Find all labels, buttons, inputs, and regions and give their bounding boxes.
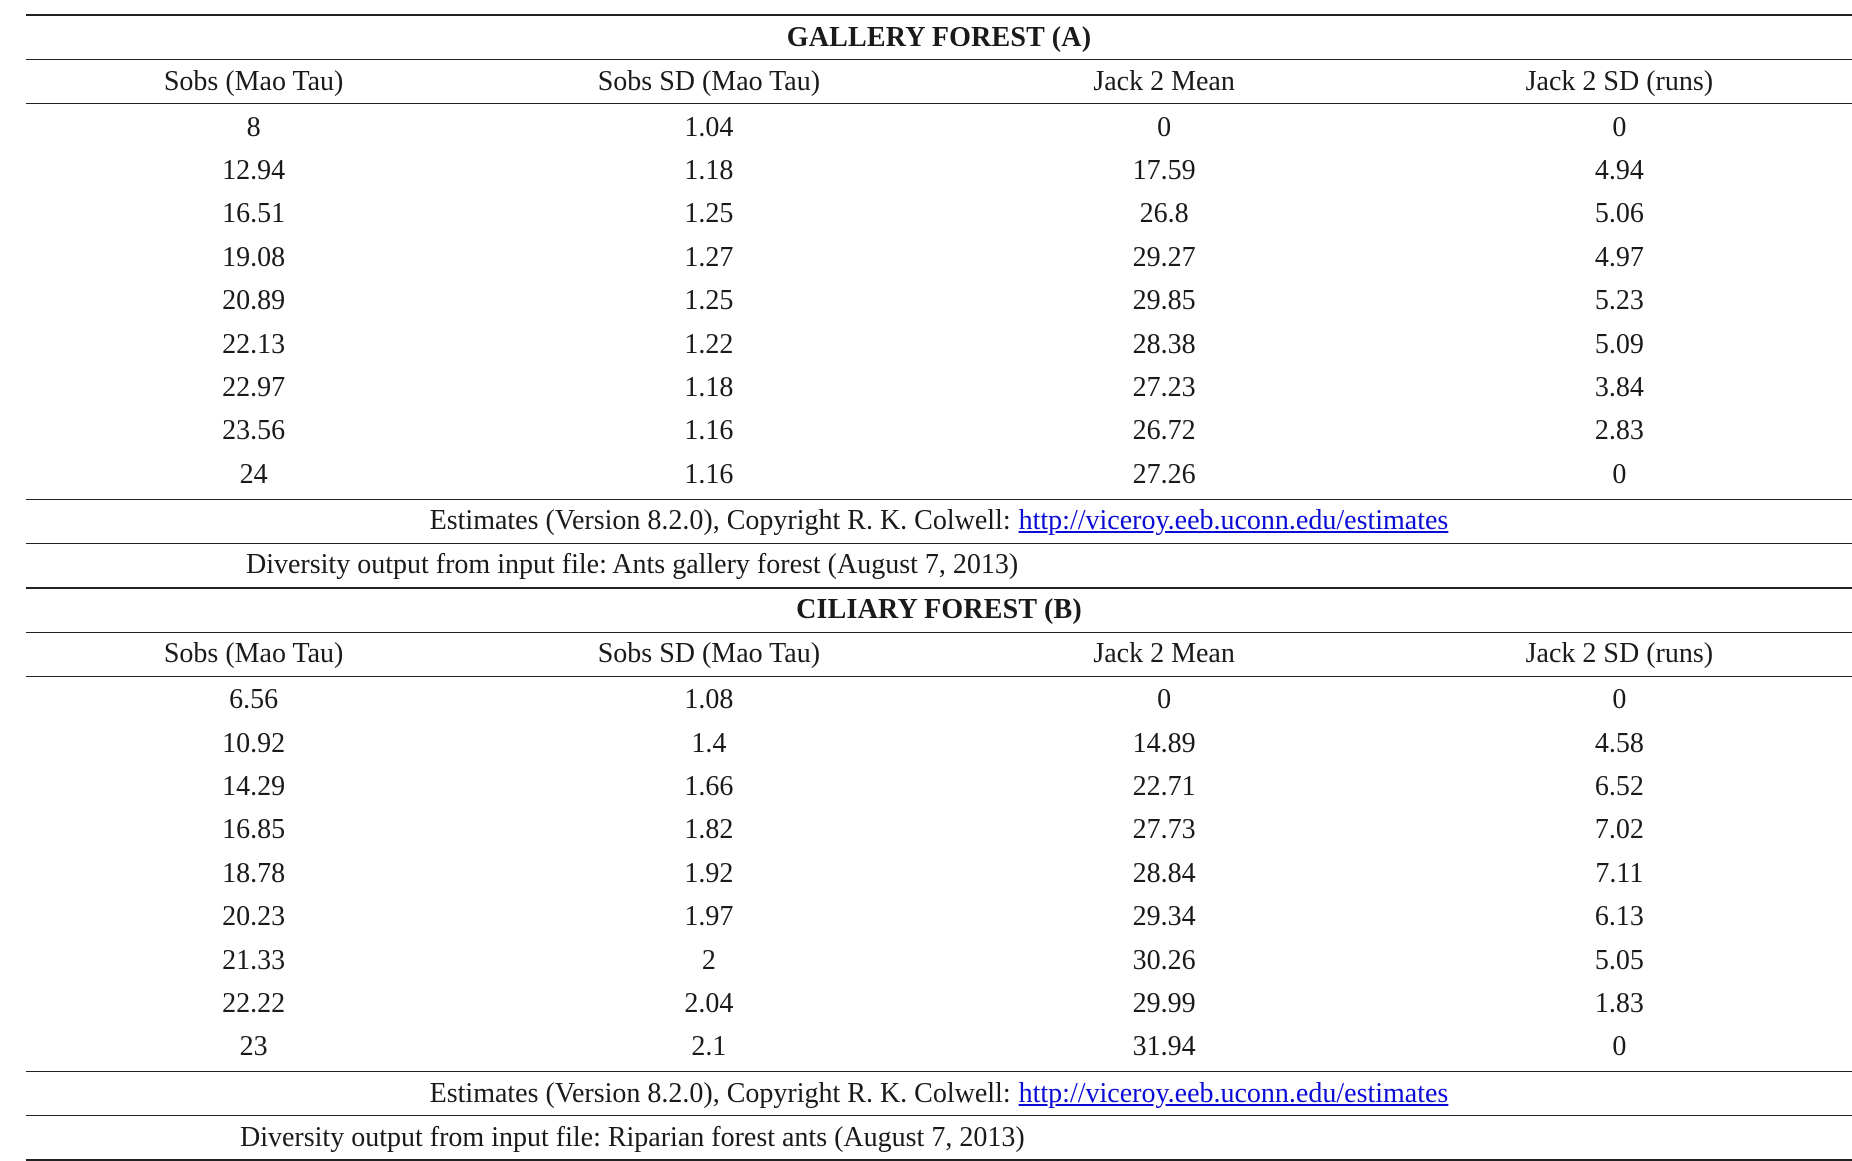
cell-jack2-sd: 0 <box>1612 458 1627 490</box>
cell-sobs: 14.29 <box>222 770 286 802</box>
column-header-jack2-sd: Jack 2 SD (runs) <box>1525 638 1714 670</box>
table-row <box>26 410 1852 453</box>
cell-sobs-sd: 1.04 <box>684 111 734 143</box>
cell-sobs-sd: 1.16 <box>684 415 734 447</box>
cell-sobs-sd: 1.82 <box>684 814 734 846</box>
cell-sobs: 19.08 <box>222 241 286 273</box>
estimates-note <box>26 1072 1852 1115</box>
table-row <box>26 106 1852 149</box>
cell-sobs: 22.13 <box>222 328 286 360</box>
cell-jack2-mean: 26.72 <box>1132 415 1196 447</box>
table-row <box>26 982 1852 1025</box>
table-row <box>26 193 1852 236</box>
cell-jack2-sd: 0 <box>1612 684 1627 716</box>
cell-jack2-sd: 0 <box>1612 1031 1627 1063</box>
table-row <box>26 895 1852 938</box>
cell-jack2-mean: 17.59 <box>1132 155 1196 187</box>
cell-jack2-mean: 29.27 <box>1132 241 1196 273</box>
table-row <box>26 852 1852 895</box>
cell-sobs: 20.89 <box>222 285 286 317</box>
table-row <box>26 1026 1852 1069</box>
column-header-jack2-mean: Jack 2 Mean <box>1093 638 1235 670</box>
cell-sobs: 22.97 <box>222 372 286 404</box>
source-note <box>26 1116 1852 1159</box>
cell-jack2-sd: 6.52 <box>1594 770 1644 802</box>
cell-sobs: 23 <box>239 1031 268 1063</box>
cell-sobs-sd: 2.04 <box>684 987 734 1019</box>
table-row <box>26 323 1852 366</box>
cell-jack2-mean: 27.73 <box>1132 814 1196 846</box>
cell-sobs: 16.85 <box>222 814 286 846</box>
cell-jack2-sd: 6.13 <box>1594 901 1644 933</box>
cell-jack2-sd: 5.23 <box>1594 285 1644 317</box>
cell-sobs-sd: 1.27 <box>684 241 734 273</box>
cell-jack2-sd: 5.05 <box>1594 944 1644 976</box>
source-note <box>26 544 1852 587</box>
table-row <box>26 366 1852 409</box>
source-text: Diversity output from input file: Ants gallery forest (August 7, 2013) <box>246 549 1019 581</box>
cell-jack2-sd: 0 <box>1612 111 1627 143</box>
cell-jack2-mean: 29.34 <box>1132 901 1196 933</box>
table-row <box>26 809 1852 852</box>
cell-jack2-mean: 22.71 <box>1132 770 1196 802</box>
column-header-sobs: Sobs (Mao Tau) <box>163 638 344 670</box>
source-text: Diversity output from input file: Riparian forest ants (August 7, 2013) <box>240 1121 1025 1153</box>
cell-sobs: 22.22 <box>222 987 286 1019</box>
cell-sobs-sd: 1.16 <box>684 458 734 490</box>
cell-sobs-sd: 1.92 <box>684 857 734 889</box>
table-body <box>26 104 1852 499</box>
cell-jack2-mean: 29.85 <box>1132 285 1196 317</box>
table-row <box>26 679 1852 722</box>
cell-sobs: 18.78 <box>222 857 286 889</box>
cell-sobs-sd: 1.66 <box>684 770 734 802</box>
cell-sobs: 23.56 <box>222 415 286 447</box>
cell-jack2-mean: 0 <box>1157 111 1172 143</box>
column-header-sobs-sd: Sobs SD (Mao Tau) <box>597 65 821 97</box>
cell-sobs: 12.94 <box>222 155 286 187</box>
cell-jack2-sd: 1.83 <box>1594 987 1644 1019</box>
cell-jack2-sd: 2.83 <box>1594 415 1644 447</box>
estimates-note <box>26 500 1852 543</box>
cell-jack2-mean: 14.89 <box>1132 727 1196 759</box>
cell-sobs-sd: 1.25 <box>684 198 734 230</box>
section-title: GALLERY FOREST (A) <box>786 21 1092 53</box>
column-header-jack2-sd: Jack 2 SD (runs) <box>1525 65 1714 97</box>
cell-jack2-mean: 0 <box>1157 684 1172 716</box>
table-row <box>26 722 1852 765</box>
cell-jack2-sd: 3.84 <box>1594 372 1644 404</box>
estimates-text: Estimates (Version 8.2.0), Copyright R. K. Colwell: <box>429 505 1011 537</box>
cell-jack2-sd: 7.02 <box>1594 814 1644 846</box>
section-ciliary-forest <box>26 589 1852 1160</box>
cell-sobs: 20.23 <box>222 901 286 933</box>
cell-sobs: 8 <box>246 111 261 143</box>
column-header-sobs: Sobs (Mao Tau) <box>163 65 344 97</box>
estimates-link[interactable]: http://viceroy.eeb.uconn.edu/estimates <box>1018 505 1449 537</box>
cell-jack2-sd: 7.11 <box>1595 857 1644 889</box>
section-gallery-forest <box>26 16 1852 587</box>
table-row <box>26 765 1852 808</box>
cell-sobs: 10.92 <box>222 727 286 759</box>
cell-jack2-sd: 4.58 <box>1594 727 1644 759</box>
cell-jack2-mean: 31.94 <box>1132 1031 1196 1063</box>
cell-sobs-sd: 1.18 <box>684 372 734 404</box>
cell-jack2-mean: 27.23 <box>1132 372 1196 404</box>
column-header-jack2-mean: Jack 2 Mean <box>1093 65 1235 97</box>
cell-jack2-sd: 5.09 <box>1594 328 1644 360</box>
cell-jack2-sd: 4.97 <box>1594 241 1644 273</box>
cell-sobs-sd: 1.25 <box>684 285 734 317</box>
cell-sobs-sd: 2.1 <box>691 1031 727 1063</box>
cell-sobs-sd: 2 <box>701 944 716 976</box>
table-row <box>26 236 1852 279</box>
cell-jack2-mean: 30.26 <box>1132 944 1196 976</box>
table-row <box>26 280 1852 323</box>
table-row <box>26 939 1852 982</box>
column-header-row <box>26 60 1852 103</box>
cell-sobs: 6.56 <box>229 684 279 716</box>
cell-sobs-sd: 1.97 <box>684 901 734 933</box>
cell-sobs: 24 <box>239 458 268 490</box>
diversity-table <box>26 14 1852 1161</box>
estimates-link[interactable]: http://viceroy.eeb.uconn.edu/estimates <box>1018 1077 1449 1109</box>
cell-jack2-mean: 27.26 <box>1132 458 1196 490</box>
cell-jack2-mean: 28.38 <box>1132 328 1196 360</box>
table-row <box>26 453 1852 496</box>
cell-sobs-sd: 1.08 <box>684 684 734 716</box>
cell-jack2-sd: 5.06 <box>1594 198 1644 230</box>
cell-sobs: 16.51 <box>222 198 286 230</box>
cell-jack2-mean: 28.84 <box>1132 857 1196 889</box>
cell-sobs-sd: 1.22 <box>684 328 734 360</box>
section-title: CILIARY FOREST (B) <box>796 594 1082 626</box>
cell-jack2-sd: 4.94 <box>1594 155 1644 187</box>
cell-jack2-mean: 26.8 <box>1139 198 1189 230</box>
table-row <box>26 149 1852 192</box>
column-header-row <box>26 633 1852 676</box>
column-header-sobs-sd: Sobs SD (Mao Tau) <box>597 638 821 670</box>
cell-sobs-sd: 1.4 <box>691 727 727 759</box>
table-body <box>26 677 1852 1072</box>
cell-jack2-mean: 29.99 <box>1132 987 1196 1019</box>
cell-sobs-sd: 1.18 <box>684 155 734 187</box>
cell-sobs: 21.33 <box>222 944 286 976</box>
estimates-text: Estimates (Version 8.2.0), Copyright R. K. Colwell: <box>429 1077 1011 1109</box>
